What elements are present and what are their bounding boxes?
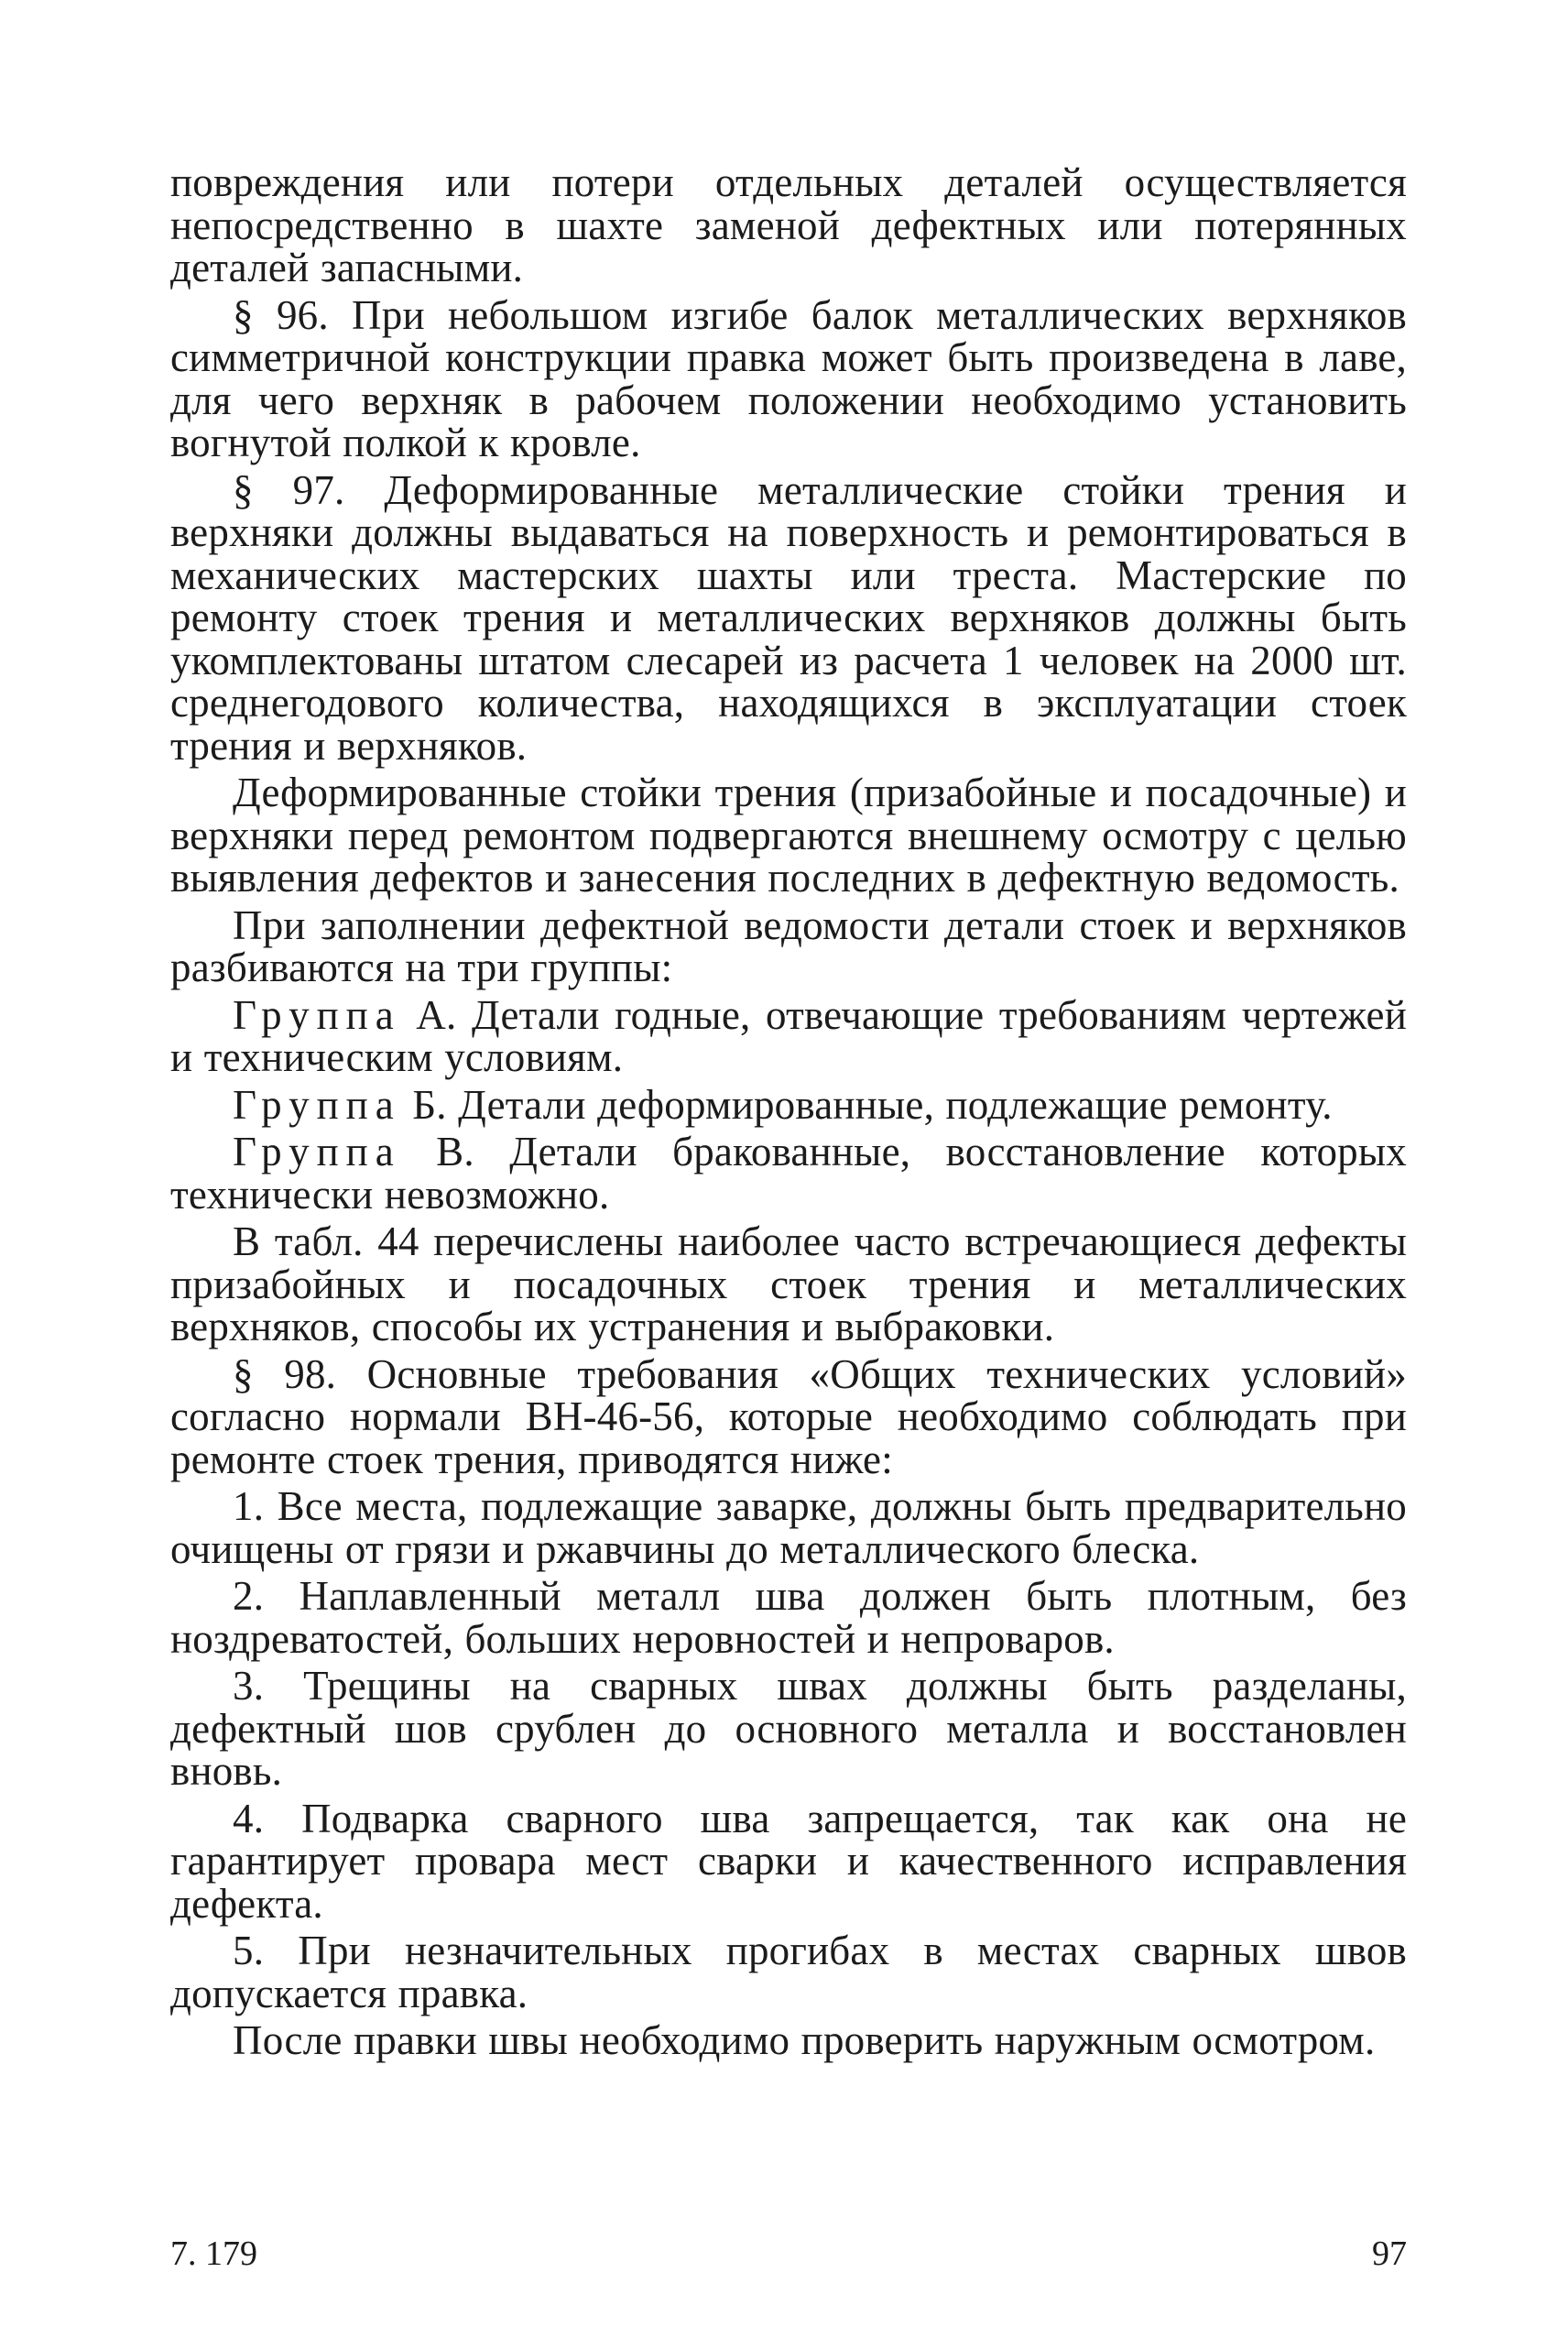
paragraph-section-96: § 96. При небольшом изгибе балок металлических верхняков симметричной конструкции правка может быть произведена в лаве, для чего верхняк в рабочем положении необходимо установить вогнутой полкой к кровле. <box>170 291 1407 465</box>
paragraph: В табл. 44 перечислены наиболее часто встречающиеся дефекты призабойных и посадочных стоек трения и металлических верхняков, способы их устранения и выбраковки. <box>170 1218 1407 1349</box>
footer-signature: 7. 179 <box>170 2234 257 2273</box>
group-label: Группа <box>233 991 401 1038</box>
requirement-item-5: 5. При незначительных прогибах в местах сварных швов допускается правка. <box>170 1928 1407 2016</box>
group-text: А. Детали годные, отвечающие требованиям чертежей и техническим условиям. <box>170 991 1407 1080</box>
group-label: Группа <box>233 1129 401 1174</box>
group-label: Группа <box>233 1081 401 1128</box>
paragraph: После правки швы необходимо проверить наружным осмотром. <box>233 2017 1376 2063</box>
requirement-item-3: 3. Трещины на сварных швах должны быть разделаны, дефектный шов срублен до основного металла и восстановлен вновь. <box>170 1663 1407 1794</box>
group-a-item <box>170 991 1407 1080</box>
paragraph: При заполнении дефектной ведомости детали стоек и верхняков разбиваются на три группы: <box>170 901 1407 990</box>
paragraph-section-97: § 97. Деформированные металлические стойки трения и верхняки должны выдаваться на поверхность и ремонтироваться в механических мастерских шахты или треста. Мастерские по ремонту стоек трения и металлических верхняков должны быть укомплектованы штатом слесарей из расчета 1 человек на 2000 шт. среднегодового количества, находящихся в эксплуатации стоек трения и верхняков. <box>170 466 1407 769</box>
group-text: В. Детали бракованные, восстановление которых технически невозможно. <box>170 1129 1408 1218</box>
page-body <box>170 161 1407 2062</box>
requirement-item-2: 2. Наплавленный металл шва должен быть плотным, без ноздреватостей, больших неровностей и непроваров. <box>170 1573 1407 1662</box>
requirement-item-4: 4. Подварка сварного шва запрещается, так как она не гарантирует провара мест сварки и качественного исправления дефекта. <box>170 1795 1407 1927</box>
group-b-item <box>170 1081 1407 1128</box>
group-v-item <box>170 1131 1407 1216</box>
page-number: 97 <box>1372 2234 1407 2273</box>
paragraph-section-98: § 98. Основные требования «Общих технических условий» согласно нормали ВН-46-56, которые необходимо соблюдать при ремонте стоек трения, приводятся ниже: <box>170 1350 1407 1482</box>
group-text: Б. Детали деформированные, подлежащие ремонту. <box>412 1081 1333 1128</box>
requirement-item-1: 1. Все места, подлежащие заварке, должны быть предварительно очищены от грязи и ржавчины до металлического блеска. <box>170 1483 1407 1572</box>
paragraph: Деформированные стойки трения (призабойные и посадочные) и верхняки перед ремонтом подвергаются внешнему осмотру с целью выявления дефектов и занесения последних в дефектную ведомость. <box>170 770 1407 901</box>
paragraph: повреждения или потери отдельных деталей осуществляется непосредственно в шахте заменой дефектных или потерянных деталей запасными. <box>170 159 1407 290</box>
